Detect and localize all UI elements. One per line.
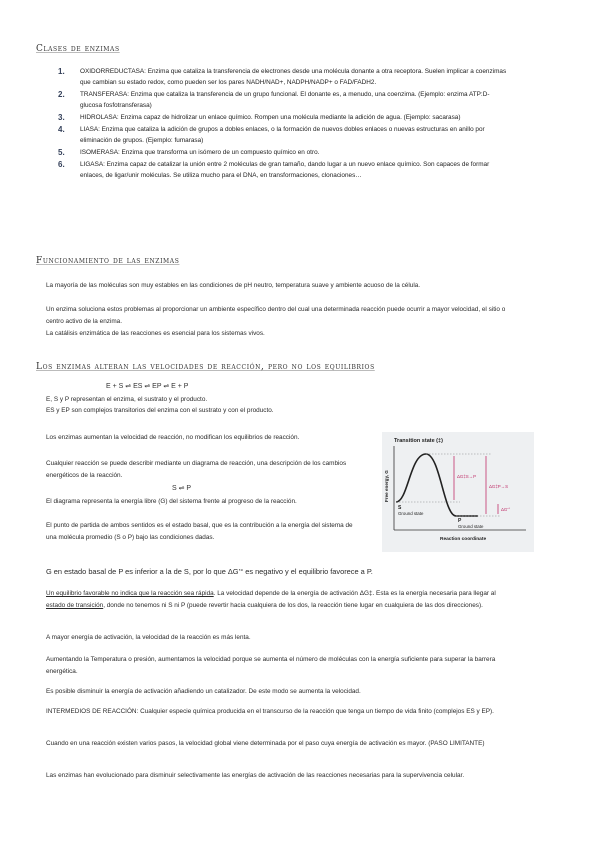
paragraph: Es posible disminuir la energía de activación añadiendo un catalizador. De este modo se aumenta la velocidad. bbox=[46, 688, 361, 695]
list-item-text: LIASA: Enzima que cataliza la adición de grupos a dobles enlaces, o la formación de nuevos dobles enlaces o nuevas estructuras en anillo por eliminación de grupos. (Ejemplo: fumarasa) bbox=[80, 125, 485, 144]
section-heading-velocidades: Los enzimas alteran las velocidades de reacción, pero no los equilibrios bbox=[36, 362, 375, 372]
paragraph: La catálisis enzimática de las reacciones es esencial para los sistemas vivos. bbox=[46, 330, 265, 337]
diagram-ylabel: Free energy, G bbox=[384, 470, 389, 502]
paragraph: Un equilibrio favorable no indica que la reacción sea rápida. La velocidad depende de la energía de activación ΔG‡. Esta es la energía necesaria para llegar al estado de transición, donde no tenemos ni S ni P (puede revertir hacia cualquiera de los dos, la reacción tiene lugar en cualquiera de las dos direcciones). bbox=[46, 590, 496, 609]
section-heading-funcionamiento: Funcionamiento de las enzimas bbox=[36, 256, 180, 266]
paragraph: ES y EP son complejos transitorios del enzima con el sustrato y con el producto. bbox=[46, 407, 274, 414]
list-item-text: ISOMERASA: Enzima que transforma un isómero de un compuesto químico en otro. bbox=[80, 148, 320, 156]
diagram-title: Transition state (‡) bbox=[394, 438, 443, 444]
paragraph: INTERMEDIOS DE REACCIÓN: Cualquier especie química producida en el transcurso de la reacción que tenga un tiempo de vida finito (complejos ES y EP). bbox=[46, 708, 494, 715]
ground-state-label: Ground state bbox=[398, 511, 424, 516]
section-heading-clases: Clases de enzimas bbox=[36, 44, 120, 54]
reaction-diagram bbox=[382, 432, 534, 552]
energy-curve bbox=[396, 454, 478, 516]
list-item-text: LIGASA: Enzima capaz de catalizar la unión entre 2 moléculas de gran tamaño, dando lugar a un nuevo enlace químico. Son capaces de formar enlaces, de ligar/unir moléculas. Se utiliza mucho para el DNA, en transformaciones, clonaciones… bbox=[80, 160, 490, 179]
paragraph: El punto de partida de ambos sentidos es el estado basal, que es la contribución a la energía del sistema de una molécula promedio (S o P) bajo las condiciones dadas. bbox=[46, 522, 353, 541]
paragraph: Un enzima soluciona estos problemas al proporcionar un ambiente específico dentro del cual una determinada reacción puede ocurrir a mayor velocidad, el sitio o centro activo de la enzima. bbox=[46, 306, 506, 325]
dg-label: ΔG‡P→S bbox=[489, 484, 509, 489]
paragraph: Aumentando la Temperatura o presión, aumentamos la velocidad porque se aumenta el número de moléculas con la energía suficiente para superar la barrera energética. bbox=[46, 656, 496, 675]
paragraph: Cualquier reacción se puede describir mediante un diagrama de reacción, una descripción de los cambios energéticos de la reacción. bbox=[46, 460, 347, 479]
paragraph: Cuando en una reacción existen varios pasos, la velocidad global viene determinada por el paso cuya energía de activación es mayor. (PASO LIMITANTE) bbox=[46, 740, 485, 747]
reaction-equation: S ⇌ P bbox=[172, 485, 192, 492]
paragraph: G en estado basal de P es inferior a la de S, por lo que ΔG’° es negativo y el equilibrio favorece a P. bbox=[46, 567, 373, 576]
underlined-text: estado de transición bbox=[46, 601, 104, 609]
list-item: 6. LIGASA: Enzima capaz de catalizar la unión entre 2 moléculas de gran tamaño, dando lugar a un nuevo enlace químico. Son capaces de formar enlaces, de ligar/unir moléculas. Se utiliza mucho para el DNA, en transformaciones, clonaciones… bbox=[58, 159, 490, 179]
paragraph: E, S y P representan el enzima, el sustrato y el producto. bbox=[46, 396, 208, 403]
list-item-text: HIDROLASA: Enzima capaz de hidrolizar un enlace químico. Rompen una molécula mediante la adición de agua. (Ejemplo: sacarasa) bbox=[80, 114, 461, 121]
paragraph: Los enzimas aumentan la velocidad de reacción, no modifican los equilibrios de reacción. bbox=[46, 434, 300, 441]
dg-label: ΔG‡S→P bbox=[457, 474, 477, 479]
label-p: P bbox=[458, 518, 462, 524]
list-item-text: TRANSFERASA: Enzima que cataliza la transferencia de un grupo funcional. El donante es, a menudo, una coenzima. (Ejemplo: enzima ATP:D-glucosa fosfotransferasa) bbox=[80, 91, 490, 110]
list-item: 3. HIDROLASA: Enzima capaz de hidrolizar un enlace químico. Rompen una molécula mediante la adición de agua. (Ejemplo: sacarasa) bbox=[58, 113, 461, 122]
label-s: S bbox=[398, 505, 402, 511]
dg-label: ΔG’° bbox=[501, 507, 511, 512]
reaction-diagram-svg bbox=[382, 432, 534, 552]
list-item: 4. LIASA: Enzima que cataliza la adición de grupos a dobles enlaces, o la formación de nuevos dobles enlaces o nuevas estructuras en anillo por eliminación de grupos. (Ejemplo: fumarasa) bbox=[58, 124, 485, 144]
underlined-text: Un equilibrio favorable no indica que la reacción sea rápida bbox=[46, 590, 214, 597]
list-item: 2. TRANSFERASA: Enzima que cataliza la transferencia de un grupo funcional. El donante es, a menudo, una coenzima. (Ejemplo: enzima ATP:D-glucosa fosfotransferasa) bbox=[58, 90, 490, 110]
list-item-text: OXIDORREDUCTASA: Enzima que cataliza la transferencia de electrones desde una molécula donante a otra receptora. Suelen implicar a coenzimas que cambian su estado redox, como pueden ser los pares NADH/NAD+, NADPH/NADP+ o FAD/FADH2. bbox=[80, 68, 507, 87]
list-item: 5. ISOMERASA: Enzima que transforma un isómero de un compuesto químico en otro. bbox=[58, 147, 320, 157]
enzyme-class-list bbox=[58, 66, 508, 182]
reaction-equation: E + S ⇌ ES ⇌ EP ⇌ E + P bbox=[106, 383, 189, 390]
paragraph: A mayor energía de activación, la velocidad de la reacción es más lenta. bbox=[46, 634, 251, 641]
list-item: 1. OXIDORREDUCTASA: Enzima que cataliza la transferencia de electrones desde una molécula donante a otra receptora. Suelen implicar a coenzimas que cambian su estado redox, como pueden ser los pares NADH/NAD+, NADPH/NADP+ o FAD/FADH2. bbox=[58, 67, 507, 87]
paragraph: El diagrama representa la energía libre (G) del sistema frente al progreso de la reacción. bbox=[46, 498, 297, 505]
paragraph: Las enzimas han evolucionado para disminuir selectivamente las energías de activación de las reacciones necesarias para la supervivencia celular. bbox=[46, 772, 465, 779]
ground-state-label: Ground state bbox=[458, 524, 484, 529]
diagram-xlabel: Reaction coordinate bbox=[440, 537, 487, 542]
paragraph: La mayoría de las moléculas son muy estables en las condiciones de pH neutro, temperatura suave y ambiente acuoso de la célula. bbox=[46, 282, 421, 289]
